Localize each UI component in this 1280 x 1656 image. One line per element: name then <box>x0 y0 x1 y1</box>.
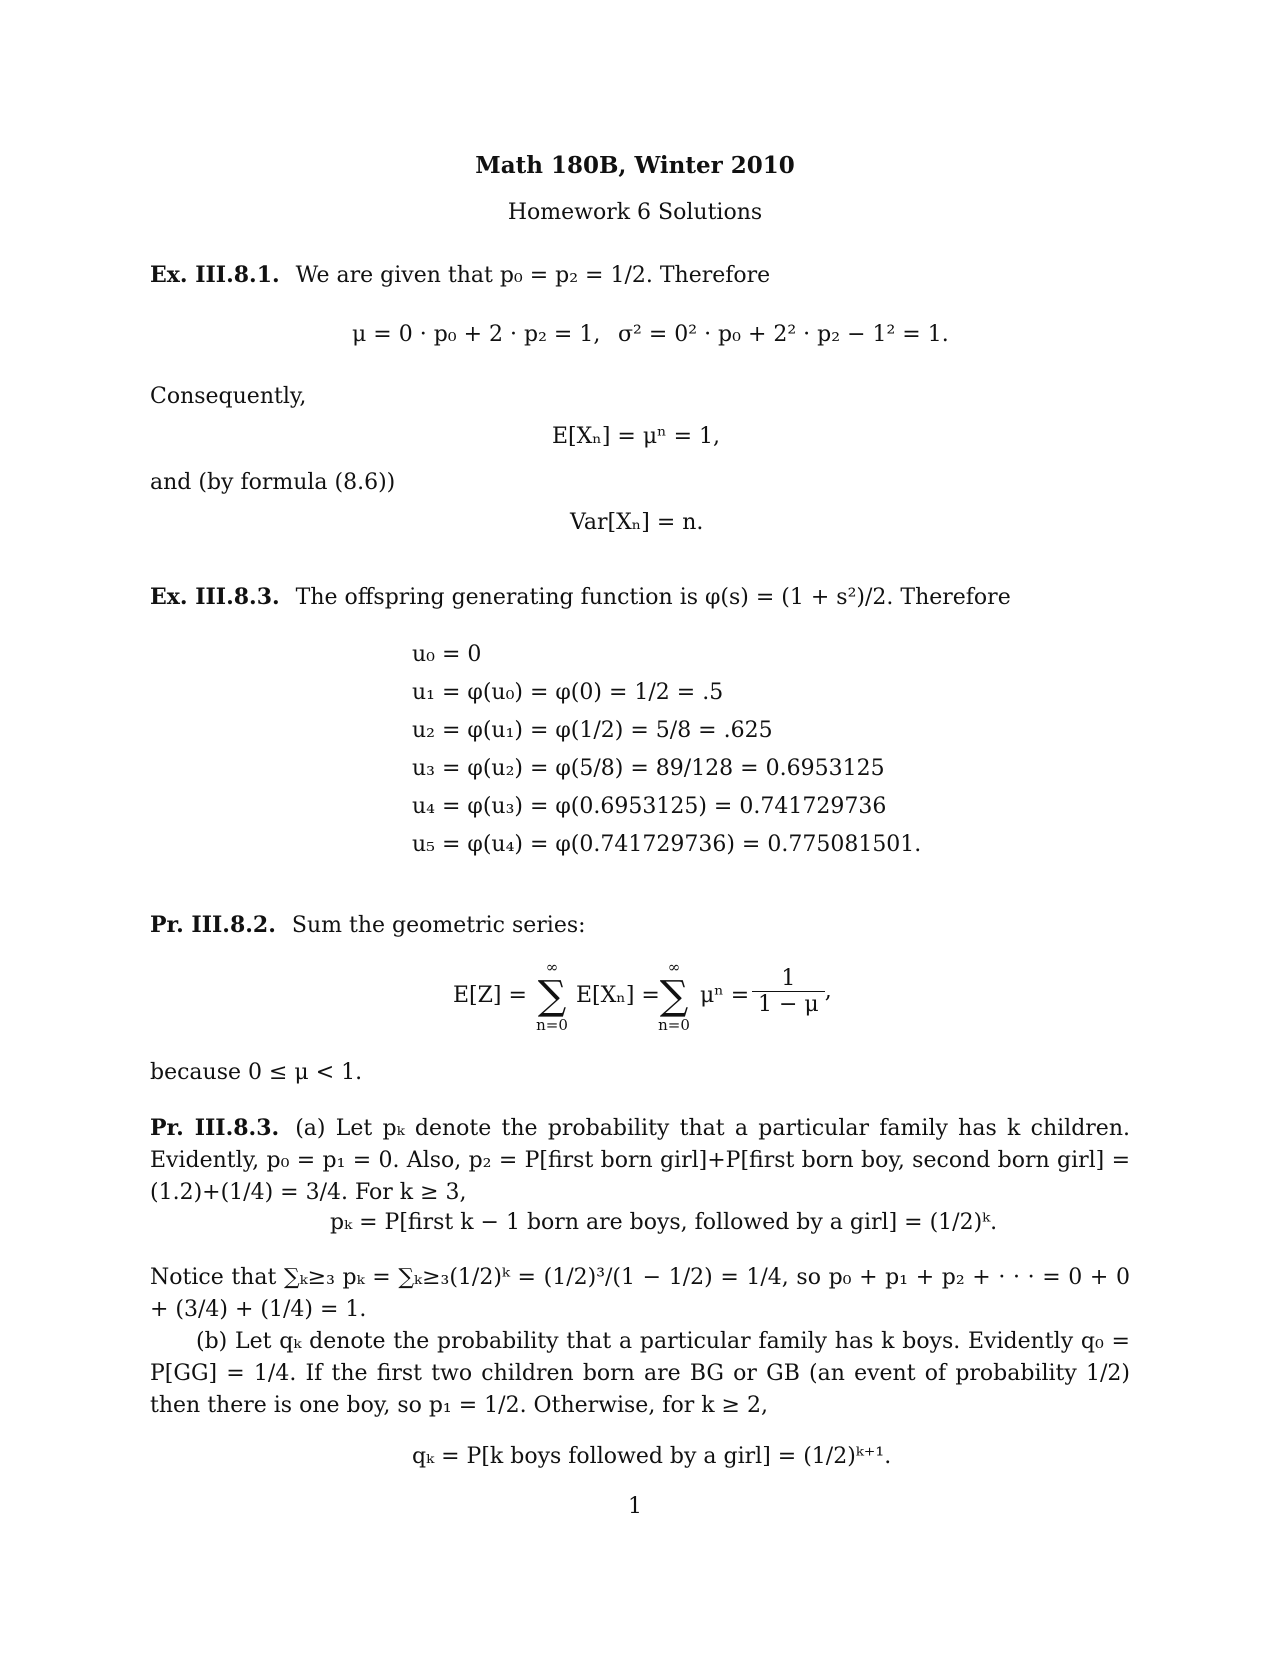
eq-mu: μ = 0 · p₀ + 2 · p₂ = 1, <box>352 322 601 347</box>
pr-8-2-intro-line <box>150 912 586 938</box>
page-subtitle: Homework 6 Solutions <box>507 200 763 225</box>
iteration-line: u₅ = φ(u₄) = φ(0.741729736) = 0.775081501. <box>412 832 922 857</box>
pr-8-2-intro: Sum the geometric series: <box>291 913 586 938</box>
eq-ez-term2: μⁿ = <box>700 983 750 1008</box>
eq-ez-term1: E[Xₙ] = <box>576 983 660 1008</box>
notice-paragraph: Notice that ∑ₖ≥₃ pₖ = ∑ₖ≥₃(1/2)ᵏ = (1/2)³/(1 − 1/2) = 1/4, so p₀ + p₁ + p₂ + · · · = 0 + 0 + (3/4) + (1/4) = 1. <box>150 1265 1130 1322</box>
eq-sigma: σ² = 0² · p₀ + 2² · p₂ − 1² = 1. <box>618 322 949 347</box>
fraction-numerator: 1 <box>752 966 825 992</box>
because-text: because 0 ≤ μ < 1. <box>150 1060 363 1085</box>
iteration-line: u₄ = φ(u₃) = φ(0.6953125) = 0.741729736 <box>412 794 887 819</box>
pr-8-3-part-b: (b) Let qₖ denote the probability that a particular family has k boys. Evidently q₀ = P[GG] = 1/4. If the first two children born are BG or GB (an event of probability 1/2) then there is one boy, so p₁ = 1/2. Otherwise, for k ≥ 2, <box>150 1329 1130 1418</box>
ex-8-1-intro-line <box>150 262 770 288</box>
ex-8-3-intro: The offspring generating function is φ(s) = (1 + s²)/2. Therefore <box>295 585 1011 610</box>
ex-8-1-label: Ex. III.8.1. <box>150 262 280 288</box>
eq-qk: qₖ = P[k boys followed by a girl] = (1/2)ᵏ⁺¹. <box>412 1444 892 1469</box>
sum-2-upper: ∞ <box>667 958 681 976</box>
sum-1-lower: n=0 <box>536 1016 568 1034</box>
iteration-line: u₁ = φ(u₀) = φ(0) = 1/2 = .5 <box>412 680 724 705</box>
iteration-line: u₂ = φ(u₁) = φ(1/2) = 5/8 = .625 <box>412 718 773 743</box>
ex-8-1-intro: We are given that p₀ = p₂ = 1/2. Therefore <box>295 263 771 288</box>
sum-2 <box>652 958 696 1034</box>
sum-2-symbol: ∑ <box>659 973 689 1019</box>
sum-2-lower: n=0 <box>658 1016 690 1034</box>
fraction-trailing-comma: , <box>824 978 832 1004</box>
iteration-line: u₀ = 0 <box>412 642 482 667</box>
page-title: Math 180B, Winter 2010 <box>475 152 795 179</box>
ex-8-3-intro-line <box>150 584 1011 610</box>
consequently-text: Consequently, <box>150 384 307 409</box>
iteration-line: u₃ = φ(u₂) = φ(5/8) = 89/128 = 0.6953125 <box>412 756 885 781</box>
eq-ez-fraction <box>752 966 832 1017</box>
eq-pk: pₖ = P[first k − 1 born are boys, followed by a girl] = (1/2)ᵏ. <box>330 1210 998 1235</box>
fraction-denominator: 1 − μ <box>758 992 819 1017</box>
pr-8-3-label: Pr. III.8.3. <box>150 1115 280 1141</box>
sum-1 <box>530 958 574 1034</box>
sum-1-symbol: ∑ <box>537 973 567 1019</box>
sum-1-upper: ∞ <box>545 958 559 976</box>
eq-variance: Var[Xₙ] = n. <box>570 510 704 535</box>
eq-ez-lhs: E[Z] = <box>453 983 527 1008</box>
pr-8-3-part-a <box>150 1112 1130 1209</box>
and-formula-text: and (by formula (8.6)) <box>150 470 396 495</box>
pr-8-3-part-a-text: (a) Let pₖ denote the probability that a particular family has k children. Evidently, p₀ = p₁ = 0. Also, p₂ = P[first born girl]+P[first born boy, second born girl] = (1.2)+(1/4) = 3/4. For k ≥ 3, <box>150 1116 1130 1205</box>
pr-8-2-label: Pr. III.8.2. <box>150 912 276 938</box>
eq-expectation: E[Xₙ] = μⁿ = 1, <box>552 424 721 449</box>
page-number: 1 <box>628 1494 642 1519</box>
ex-8-3-label: Ex. III.8.3. <box>150 584 280 610</box>
